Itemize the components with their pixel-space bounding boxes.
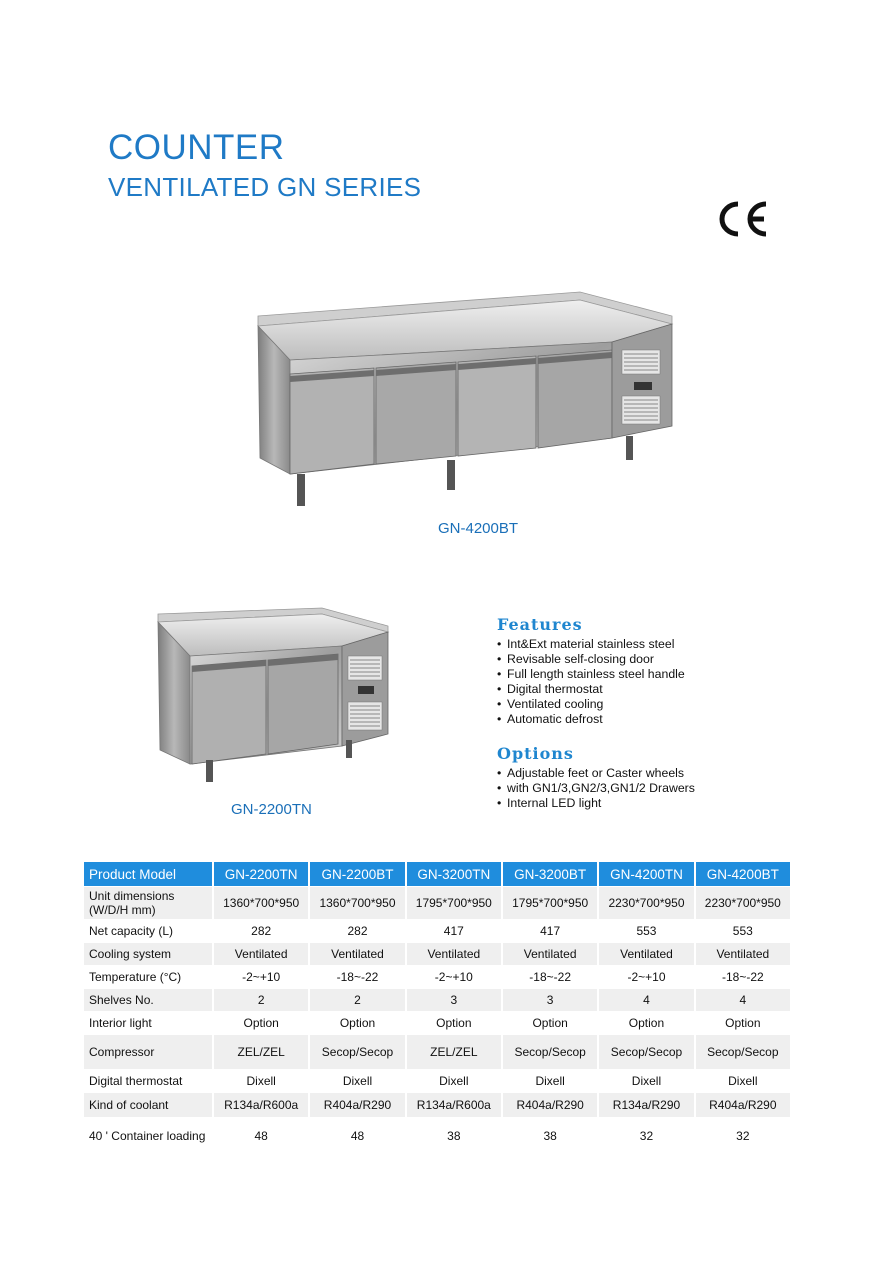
row-label: Interior light xyxy=(84,1012,212,1034)
specifications-table xyxy=(82,861,792,1155)
table-cell: 282 xyxy=(310,920,404,942)
table-row xyxy=(84,1012,790,1034)
ce-mark-icon xyxy=(714,198,770,240)
table-cell: 2230*700*950 xyxy=(696,887,790,919)
table-cell: Dixell xyxy=(503,1070,597,1092)
table-cell: -2~+10 xyxy=(599,966,693,988)
table-row xyxy=(84,943,790,965)
row-label: Temperature (°C) xyxy=(84,966,212,988)
table-cell: Ventilated xyxy=(503,943,597,965)
page-title: COUNTER xyxy=(108,128,285,167)
list-item: • Automatic defrost xyxy=(497,712,685,727)
row-label: Unit dimensions (W/D/H mm) xyxy=(84,887,212,919)
features-list xyxy=(497,637,685,727)
table-row xyxy=(84,1093,790,1117)
table-cell: -18~-22 xyxy=(310,966,404,988)
table-row xyxy=(84,920,790,942)
counter-gn4200bt-image xyxy=(250,288,680,513)
list-item: • Int&Ext material stainless steel xyxy=(497,637,685,652)
list-item: • Internal LED light xyxy=(497,796,695,811)
table-cell: 3 xyxy=(503,989,597,1011)
table-cell: Dixell xyxy=(599,1070,693,1092)
column-header: GN-4200BT xyxy=(696,862,790,886)
options-heading: Options xyxy=(497,744,574,763)
table-cell: -18~-22 xyxy=(696,966,790,988)
table-cell: 4 xyxy=(696,989,790,1011)
list-item: • Full length stainless steel handle xyxy=(497,667,685,682)
table-row xyxy=(84,1070,790,1092)
column-header: GN-2200TN xyxy=(214,862,308,886)
table-cell: Ventilated xyxy=(407,943,501,965)
table-cell: Dixell xyxy=(407,1070,501,1092)
table-cell: Option xyxy=(696,1012,790,1034)
table-cell: R404a/R290 xyxy=(503,1093,597,1117)
table-cell: Secop/Secop xyxy=(310,1035,404,1069)
table-cell: Ventilated xyxy=(696,943,790,965)
small-product-caption: GN-2200TN xyxy=(231,801,312,818)
table-cell: 2 xyxy=(310,989,404,1011)
table-cell: 32 xyxy=(696,1118,790,1154)
table-cell: 1360*700*950 xyxy=(310,887,404,919)
table-cell: 417 xyxy=(407,920,501,942)
list-item: • Revisable self-closing door xyxy=(497,652,685,667)
table-header-row xyxy=(84,862,790,886)
table-cell: Dixell xyxy=(214,1070,308,1092)
table-cell: R134a/R600a xyxy=(214,1093,308,1117)
list-item: • Digital thermostat xyxy=(497,682,685,697)
table-cell: 1795*700*950 xyxy=(407,887,501,919)
row-label: Digital thermostat xyxy=(84,1070,212,1092)
large-product-caption: GN-4200BT xyxy=(438,520,519,537)
table-cell: ZEL/ZEL xyxy=(407,1035,501,1069)
column-header: GN-4200TN xyxy=(599,862,693,886)
row-label: Compressor xyxy=(84,1035,212,1069)
row-label: Kind of coolant xyxy=(84,1093,212,1117)
table-cell: 417 xyxy=(503,920,597,942)
table-row xyxy=(84,989,790,1011)
table-cell: 38 xyxy=(503,1118,597,1154)
table-cell: -18~-22 xyxy=(503,966,597,988)
table-cell: 282 xyxy=(214,920,308,942)
table-cell: Option xyxy=(214,1012,308,1034)
page-subtitle: VENTILATED GN SERIES xyxy=(108,172,422,202)
table-cell: 2230*700*950 xyxy=(599,887,693,919)
row-label: Net capacity (L) xyxy=(84,920,212,942)
table-cell: Secop/Secop xyxy=(599,1035,693,1069)
column-header: GN-2200BT xyxy=(310,862,404,886)
options-list xyxy=(497,766,695,811)
table-cell: Dixell xyxy=(696,1070,790,1092)
table-cell: Option xyxy=(407,1012,501,1034)
table-row xyxy=(84,966,790,988)
table-cell: Option xyxy=(503,1012,597,1034)
list-item: • Ventilated cooling xyxy=(497,697,685,712)
table-cell: 553 xyxy=(696,920,790,942)
table-cell: R404a/R290 xyxy=(310,1093,404,1117)
list-item: • Adjustable feet or Caster wheels xyxy=(497,766,695,781)
column-header: GN-3200TN xyxy=(407,862,501,886)
table-cell: -2~+10 xyxy=(214,966,308,988)
table-cell: -2~+10 xyxy=(407,966,501,988)
counter-gn2200tn-image xyxy=(152,606,397,784)
table-cell: 553 xyxy=(599,920,693,942)
row-label: 40 ' Container loading xyxy=(84,1118,212,1154)
table-row xyxy=(84,1035,790,1069)
table-cell: 48 xyxy=(310,1118,404,1154)
table-cell: Option xyxy=(599,1012,693,1034)
table-cell: Ventilated xyxy=(599,943,693,965)
table-cell: R134a/R600a xyxy=(407,1093,501,1117)
list-item: • with GN1/3,GN2/3,GN1/2 Drawers xyxy=(497,781,695,796)
features-heading: Features xyxy=(497,615,583,634)
table-row xyxy=(84,887,790,919)
table-row xyxy=(84,1118,790,1154)
table-cell: 3 xyxy=(407,989,501,1011)
table-cell: R134a/R290 xyxy=(599,1093,693,1117)
table-cell: Dixell xyxy=(310,1070,404,1092)
column-header: GN-3200BT xyxy=(503,862,597,886)
row-label: Cooling system xyxy=(84,943,212,965)
table-cell: R404a/R290 xyxy=(696,1093,790,1117)
table-cell: 48 xyxy=(214,1118,308,1154)
row-label: Shelves No. xyxy=(84,989,212,1011)
table-cell: Ventilated xyxy=(310,943,404,965)
table-cell: 2 xyxy=(214,989,308,1011)
table-cell: 1360*700*950 xyxy=(214,887,308,919)
table-cell: 32 xyxy=(599,1118,693,1154)
table-cell: Option xyxy=(310,1012,404,1034)
table-cell: Secop/Secop xyxy=(503,1035,597,1069)
table-cell: 4 xyxy=(599,989,693,1011)
table-cell: 38 xyxy=(407,1118,501,1154)
table-cell: 1795*700*950 xyxy=(503,887,597,919)
table-cell: Secop/Secop xyxy=(696,1035,790,1069)
table-cell: Ventilated xyxy=(214,943,308,965)
column-header: Product Model xyxy=(84,862,212,886)
table-cell: ZEL/ZEL xyxy=(214,1035,308,1069)
